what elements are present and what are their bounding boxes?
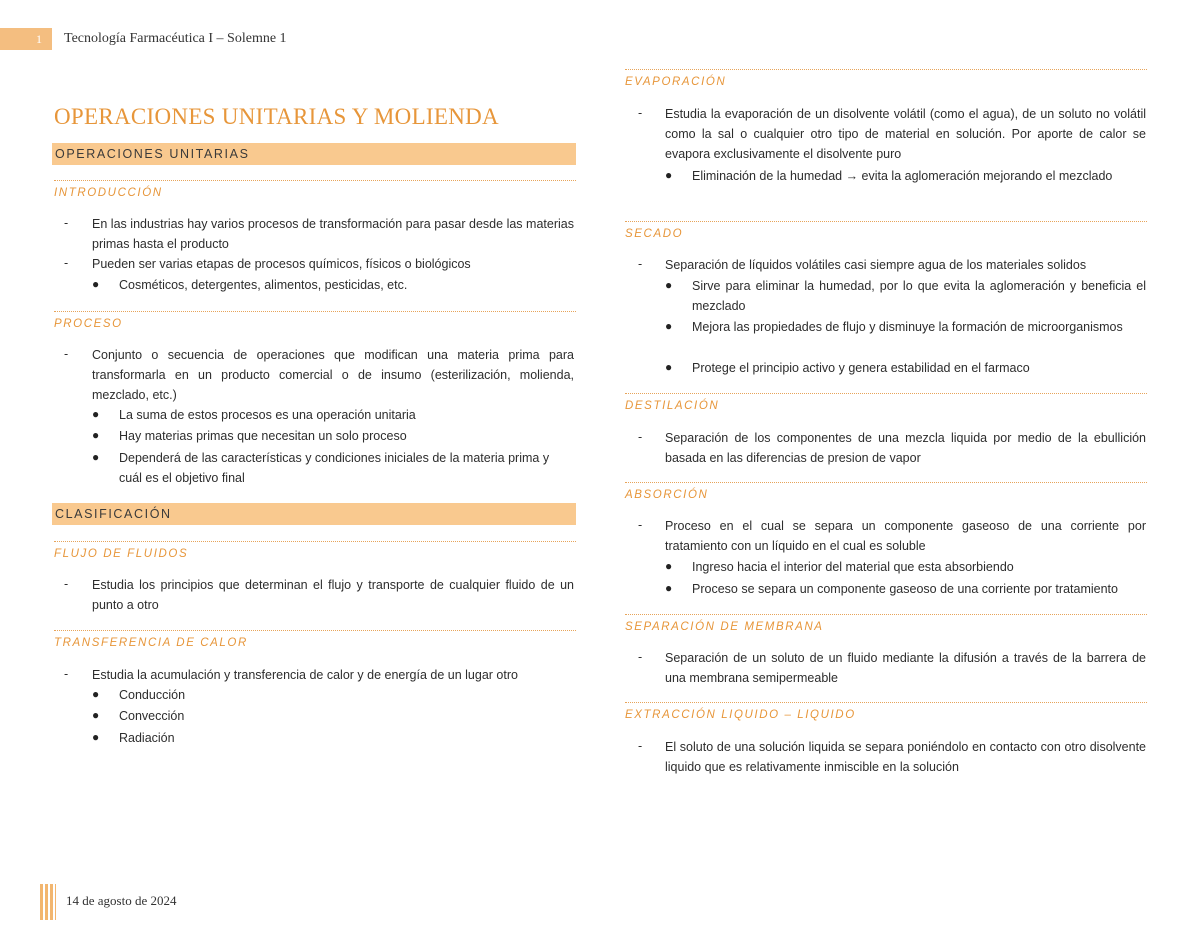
list-item: Proceso se separa un componente gaseoso de una corriente por tratamiento	[692, 582, 1118, 596]
list-item: En las industrias hay varios procesos de transformación para pasar desde las materias primas hasta el producto	[92, 217, 574, 251]
list-dash: -	[638, 518, 643, 532]
bullet-icon: ●	[92, 407, 100, 421]
list-item: Hay materias primas que necesitan un solo proceso	[119, 429, 407, 443]
bullet-icon: ●	[92, 277, 100, 291]
subheading-absorcion: ABSORCIÓN	[625, 482, 1147, 501]
section-band-operaciones: OPERACIONES UNITARIAS	[52, 143, 576, 165]
list-item: Separación de un soluto de un fluido mediante la difusión a través de la barrera de una membrana semipermeable	[665, 651, 1146, 685]
bullet-icon: ●	[665, 581, 673, 595]
list-item: La suma de estos procesos es una operación unitaria	[119, 408, 416, 422]
subheading-extraccion: EXTRACCIÓN LIQUIDO – LIQUIDO	[625, 702, 1147, 721]
subheading-membrana: SEPARACIÓN DE MEMBRANA	[625, 614, 1147, 633]
bullet-icon: ●	[92, 708, 100, 722]
list-dash: -	[638, 106, 643, 120]
subheading-evaporacion: EVAPORACIÓN	[625, 69, 1147, 88]
list-dash: -	[638, 430, 643, 444]
bullet-icon: ●	[665, 168, 673, 182]
footer-date: 14 de agosto de 2024	[66, 893, 177, 908]
list-item: Pueden ser varias etapas de procesos químicos, físicos o biológicos	[92, 257, 471, 271]
subheading-destilacion: DESTILACIÓN	[625, 393, 1147, 412]
bullet-icon: ●	[92, 450, 100, 464]
list-item: Estudia la evaporación de un disolvente volátil (como el agua), de un soluto no volátil como la sal o cualquier otro tipo de material en solución. Por aporte de calor se evapora exclusivamente el disolvente puro	[665, 107, 1146, 161]
list-item: Proceso en el cual se separa un componente gaseoso de una corriente por tratamiento con un líquido en el cual es soluble	[665, 519, 1146, 553]
subheading-flujo: FLUJO DE FLUIDOS	[54, 541, 576, 560]
list-dash: -	[64, 256, 69, 270]
list-dash: -	[64, 216, 69, 230]
subheading-secado: SECADO	[625, 221, 1147, 240]
list-item: Cosméticos, detergentes, alimentos, pesticidas, etc.	[119, 278, 408, 292]
bullet-icon: ●	[92, 428, 100, 442]
list-item: Conducción	[119, 688, 186, 702]
page-title: OPERACIONES UNITARIAS Y MOLIENDA	[54, 104, 499, 129]
list-dash: -	[64, 347, 69, 361]
bullet-icon: ●	[665, 278, 673, 292]
list-dash: -	[638, 739, 643, 753]
bullet-icon: ●	[92, 687, 100, 701]
bullet-icon: ●	[92, 730, 100, 744]
list-item: Conjunto o secuencia de operaciones que modifican una materia prima para transformarla en un producto comercial o de insumo (esterilización, molienda, mezclado, etc.)	[92, 348, 574, 402]
list-item: Dependerá de las características y condiciones iniciales de la materia prima y cuál es el objetivo final	[119, 451, 550, 485]
list-item: Eliminación de la humedad → evita la aglomeración mejorando el mezclado	[692, 169, 1113, 183]
list-dash: -	[64, 667, 69, 681]
list-item: Sirve para eliminar la humedad, por lo que evita la aglomeración y beneficia el mezclado	[692, 279, 1146, 313]
list-item: Ingreso hacia el interior del material que esta absorbiendo	[692, 560, 1014, 574]
list-item: Protege el principio activo y genera estabilidad en el farmaco	[692, 361, 1030, 375]
page-number: 1	[0, 28, 52, 50]
header-title: Tecnología Farmacéutica I – Solemne 1	[64, 31, 287, 46]
list-item: Estudia la acumulación y transferencia de calor y de energía de un lugar otro	[92, 668, 518, 682]
subheading-introduccion: INTRODUCCIÓN	[54, 180, 576, 199]
list-item: Separación de los componentes de una mezcla liquida por medio de la ebullición basada en las diferencias de presion de vapor	[665, 431, 1146, 465]
list-dash: -	[638, 650, 643, 664]
list-dash: -	[638, 257, 643, 271]
list-item: Radiación	[119, 731, 175, 745]
list-item: Separación de líquidos volátiles casi siempre agua de los materiales solidos	[665, 258, 1087, 272]
list-dash: -	[64, 577, 69, 591]
subheading-calor: TRANSFERENCIA DE CALOR	[54, 630, 576, 649]
bullet-icon: ●	[665, 559, 673, 573]
list-item: Convección	[119, 709, 185, 723]
list-item: Estudia los principios que determinan el flujo y transporte de cualquier fluido de un punto a otro	[92, 578, 574, 612]
subheading-proceso: PROCESO	[54, 311, 576, 330]
list-item: Mejora las propiedades de flujo y disminuye la formación de microorganismos	[692, 320, 1123, 334]
list-item: El soluto de una solución liquida se separa poniéndolo en contacto con otro disolvente liquido que es relativamente inmiscible en la solución	[665, 740, 1146, 774]
section-band-clasificacion: CLASIFICACIÓN	[52, 503, 576, 525]
bullet-icon: ●	[665, 319, 673, 333]
bullet-icon: ●	[665, 360, 673, 374]
footer-bars-decoration	[40, 884, 56, 920]
